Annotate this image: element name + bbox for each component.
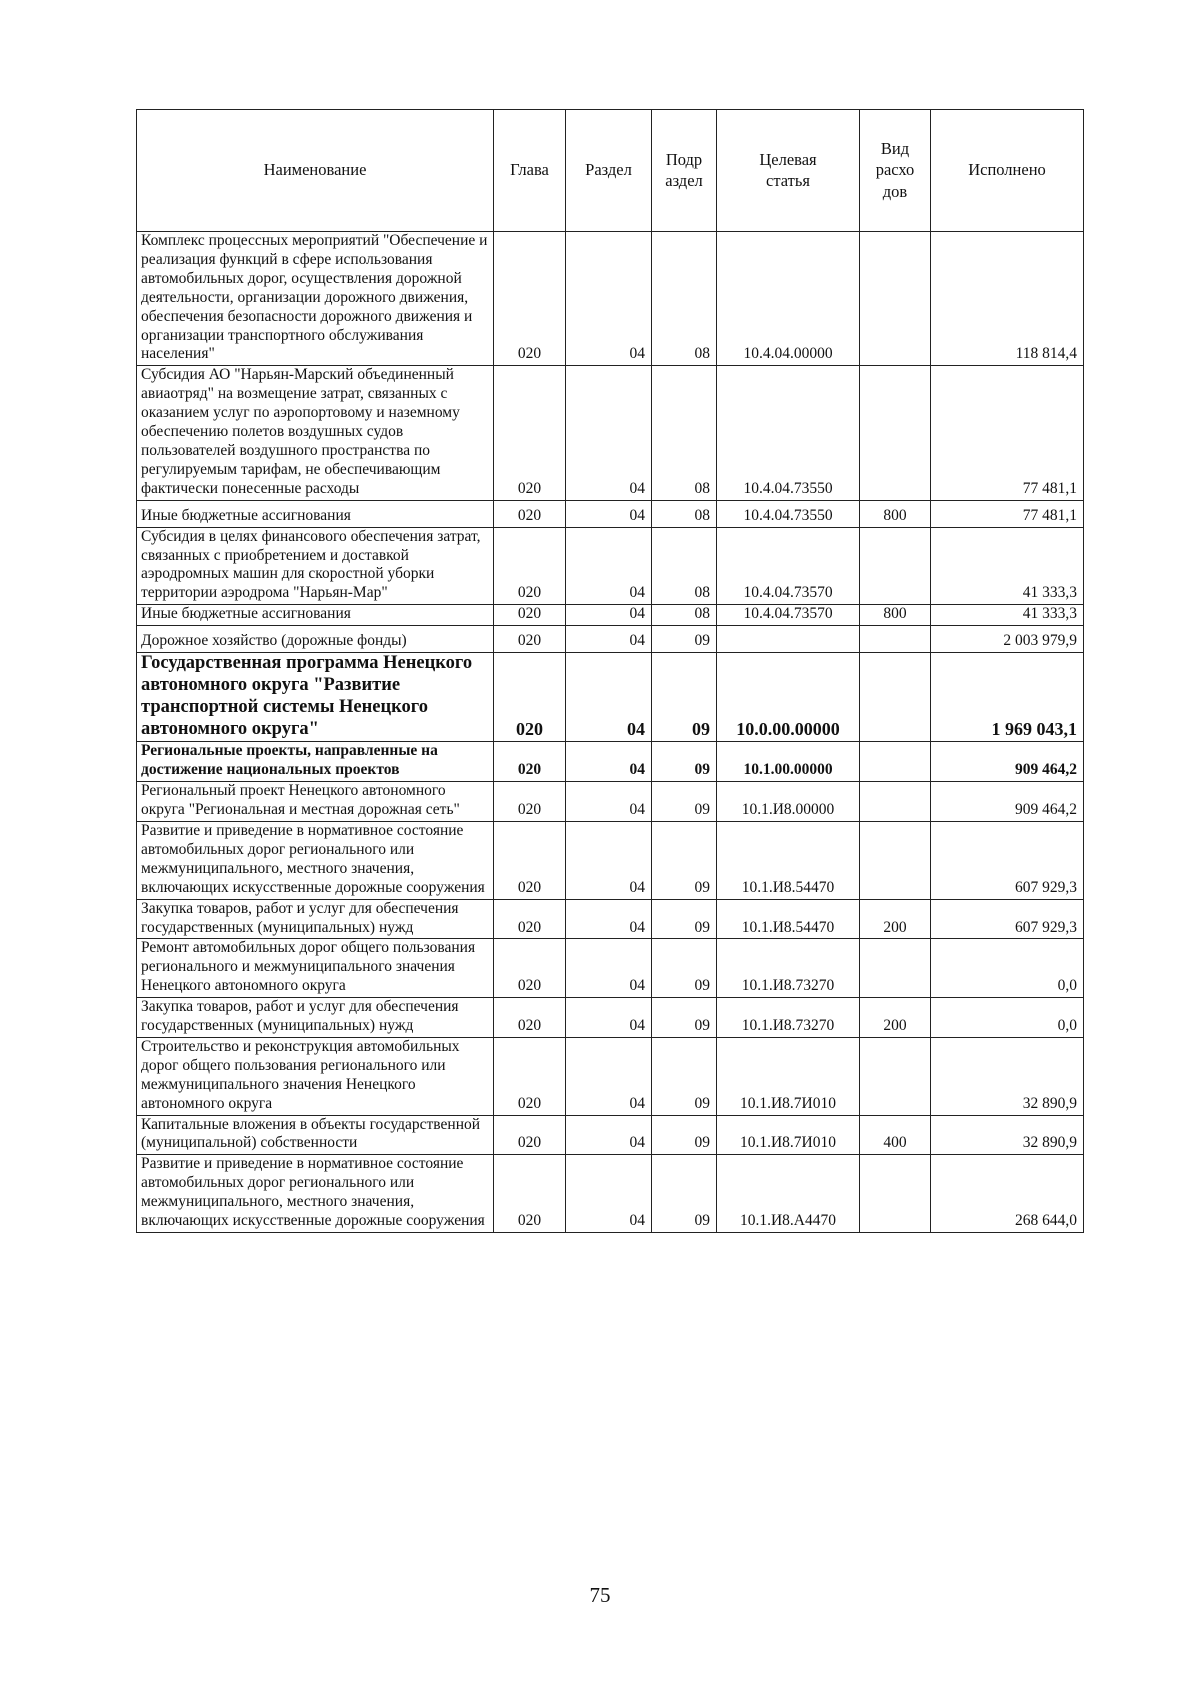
budget-table — [136, 109, 1084, 1233]
row-amount: 1 969 043,1 — [931, 653, 1084, 742]
row-article: 10.4.04.73550 — [717, 500, 860, 527]
row-article: 10.0.00.00000 — [717, 653, 860, 742]
row-article: 10.1.И8.7И010 — [717, 1037, 860, 1115]
row-vid — [860, 653, 931, 742]
row-amount: 0,0 — [931, 939, 1084, 998]
row-podrazdel: 08 — [652, 527, 717, 605]
header-article-line2: статья — [766, 171, 810, 190]
row-razdel: 04 — [566, 939, 652, 998]
table-row — [137, 821, 1084, 899]
row-razdel: 04 — [566, 998, 652, 1038]
row-vid — [860, 626, 931, 653]
header-vid-line3: дов — [882, 181, 908, 201]
row-razdel: 04 — [566, 500, 652, 527]
header-name: Наименование — [137, 110, 494, 232]
row-amount: 909 464,2 — [931, 782, 1084, 822]
row-glava: 020 — [494, 1037, 566, 1115]
table-row — [137, 939, 1084, 998]
row-amount: 77 481,1 — [931, 366, 1084, 500]
row-vid: 200 — [860, 998, 931, 1038]
row-podrazdel: 09 — [652, 742, 717, 782]
row-podrazdel: 09 — [652, 1037, 717, 1115]
header-vid-line2: расхо — [875, 160, 915, 180]
row-vid: 800 — [860, 605, 931, 626]
row-vid — [860, 1037, 931, 1115]
row-name: Капитальные вложения в объекты государственной (муниципальной) собственности — [137, 1115, 494, 1155]
row-glava: 020 — [494, 232, 566, 366]
page-number: 75 — [589, 1583, 611, 1607]
row-razdel: 04 — [566, 821, 652, 899]
row-vid — [860, 366, 931, 500]
row-article: 10.4.04.73550 — [717, 366, 860, 500]
table-row — [137, 366, 1084, 500]
row-podrazdel: 09 — [652, 1115, 717, 1155]
row-name: Субсидия АО "Нарьян-Марский объединенный авиаотряд" на возмещение затрат, связанных с оказанием услуг по аэропортовому и наземному обеспечению полетов воздушных судов пользователей воздушного пространства по регулируемым тарифам, не обеспечивающим фактически понесенные расходы — [137, 366, 494, 500]
row-glava: 020 — [494, 899, 566, 939]
row-vid — [860, 527, 931, 605]
row-glava: 020 — [494, 782, 566, 822]
row-glava: 020 — [494, 500, 566, 527]
row-amount: 118 814,4 — [931, 232, 1084, 366]
table-row — [137, 626, 1084, 653]
table-row — [137, 998, 1084, 1038]
row-article: 10.4.04.73570 — [717, 527, 860, 605]
table-row-program — [137, 653, 1084, 742]
row-podrazdel: 09 — [652, 626, 717, 653]
row-razdel: 04 — [566, 1037, 652, 1115]
row-glava: 020 — [494, 939, 566, 998]
row-name: Закупка товаров, работ и услуг для обеспечения государственных (муниципальных) нужд — [137, 998, 494, 1038]
table-row — [137, 1037, 1084, 1115]
row-name: Развитие и приведение в нормативное состояние автомобильных дорог регионального или межмуниципального, местного значения, включающих искусственные дорожные сооружения — [137, 821, 494, 899]
row-razdel: 04 — [566, 605, 652, 626]
row-article: 10.1.00.00000 — [717, 742, 860, 782]
row-article: 10.4.04.73570 — [717, 605, 860, 626]
row-amount: 32 890,9 — [931, 1037, 1084, 1115]
header-glava: Глава — [494, 110, 566, 232]
table-row — [137, 605, 1084, 626]
table-row — [137, 527, 1084, 605]
row-podrazdel: 08 — [652, 366, 717, 500]
table-row-subtotal — [137, 742, 1084, 782]
row-name: Государственная программа Ненецкого автономного округа "Развитие транспортной системы Ненецкого автономного округа" — [137, 653, 494, 742]
row-article: 10.1.И8.54470 — [717, 899, 860, 939]
row-article — [717, 626, 860, 653]
row-article: 10.1.И8.73270 — [717, 998, 860, 1038]
row-vid — [860, 939, 931, 998]
table-row — [137, 232, 1084, 366]
table-row — [137, 899, 1084, 939]
row-razdel: 04 — [566, 742, 652, 782]
row-name: Иные бюджетные ассигнования — [137, 500, 494, 527]
row-razdel: 04 — [566, 782, 652, 822]
row-razdel: 04 — [566, 653, 652, 742]
row-podrazdel: 09 — [652, 653, 717, 742]
row-name: Региональные проекты, направленные на достижение национальных проектов — [137, 742, 494, 782]
header-target-article — [717, 110, 860, 232]
row-vid — [860, 1155, 931, 1233]
row-glava: 020 — [494, 1155, 566, 1233]
row-glava: 020 — [494, 366, 566, 500]
row-name: Комплекс процессных мероприятий "Обеспечение и реализация функций в сфере использования автомобильных дорог, осуществления дорожной деятельности, организации дорожного движения, обеспечения безопасности дорожного движения и организации транспортного обслуживания населения" — [137, 232, 494, 366]
row-name: Иные бюджетные ассигнования — [137, 605, 494, 626]
table-row — [137, 782, 1084, 822]
header-expense-type — [860, 110, 931, 232]
row-podrazdel: 09 — [652, 899, 717, 939]
row-vid — [860, 742, 931, 782]
row-name: Развитие и приведение в нормативное состояние автомобильных дорог регионального или межмуниципального, местного значения, включающих искусственные дорожные сооружения — [137, 1155, 494, 1233]
header-podrazdel-line2: аздел — [665, 171, 703, 190]
row-name: Закупка товаров, работ и услуг для обеспечения государственных (муниципальных) нужд — [137, 899, 494, 939]
row-glava: 020 — [494, 821, 566, 899]
row-vid — [860, 232, 931, 366]
header-podrazdel — [652, 110, 717, 232]
table-row — [137, 500, 1084, 527]
row-article: 10.4.04.00000 — [717, 232, 860, 366]
row-amount: 32 890,9 — [931, 1115, 1084, 1155]
row-vid: 400 — [860, 1115, 931, 1155]
row-glava: 020 — [494, 653, 566, 742]
row-razdel: 04 — [566, 1115, 652, 1155]
row-vid: 200 — [860, 899, 931, 939]
row-article: 10.1.И8.А4470 — [717, 1155, 860, 1233]
row-podrazdel: 09 — [652, 939, 717, 998]
row-vid — [860, 821, 931, 899]
row-glava: 020 — [494, 742, 566, 782]
row-amount: 77 481,1 — [931, 500, 1084, 527]
row-razdel: 04 — [566, 366, 652, 500]
header-podrazdel-line1: Подр — [665, 149, 703, 169]
row-name: Региональный проект Ненецкого автономного округа "Региональная и местная дорожная сеть" — [137, 782, 494, 822]
row-podrazdel: 09 — [652, 821, 717, 899]
row-article: 10.1.И8.73270 — [717, 939, 860, 998]
row-razdel: 04 — [566, 1155, 652, 1233]
row-razdel: 04 — [566, 232, 652, 366]
row-name: Дорожное хозяйство (дорожные фонды) — [137, 626, 494, 653]
row-amount: 268 644,0 — [931, 1155, 1084, 1233]
row-razdel: 04 — [566, 899, 652, 939]
row-name: Субсидия в целях финансового обеспечения затрат, связанных с приобретением и доставкой аэродромных машин для скоростной уборки территории аэродрома "Нарьян-Мар" — [137, 527, 494, 605]
row-podrazdel: 09 — [652, 1155, 717, 1233]
row-article: 10.1.И8.54470 — [717, 821, 860, 899]
row-podrazdel: 08 — [652, 500, 717, 527]
row-amount: 0,0 — [931, 998, 1084, 1038]
row-podrazdel: 09 — [652, 998, 717, 1038]
header-vid-line1: Вид — [880, 138, 910, 158]
row-amount: 607 929,3 — [931, 821, 1084, 899]
row-name: Ремонт автомобильных дорог общего пользования регионального и межмуниципального значения Ненецкого автономного округа — [137, 939, 494, 998]
row-article: 10.1.И8.00000 — [717, 782, 860, 822]
row-glava: 020 — [494, 998, 566, 1038]
row-amount: 41 333,3 — [931, 605, 1084, 626]
table-header-row — [137, 110, 1084, 232]
row-glava: 020 — [494, 626, 566, 653]
row-amount: 2 003 979,9 — [931, 626, 1084, 653]
row-glava: 020 — [494, 605, 566, 626]
row-amount: 607 929,3 — [931, 899, 1084, 939]
row-razdel: 04 — [566, 626, 652, 653]
table-row — [137, 1155, 1084, 1233]
row-article: 10.1.И8.7И010 — [717, 1115, 860, 1155]
row-glava: 020 — [494, 527, 566, 605]
row-podrazdel: 08 — [652, 232, 717, 366]
header-executed: Исполнено — [931, 110, 1084, 232]
row-podrazdel: 08 — [652, 605, 717, 626]
header-razdel: Раздел — [566, 110, 652, 232]
row-razdel: 04 — [566, 527, 652, 605]
row-amount: 909 464,2 — [931, 742, 1084, 782]
row-podrazdel: 09 — [652, 782, 717, 822]
row-glava: 020 — [494, 1115, 566, 1155]
header-article-line1: Целевая — [759, 149, 817, 169]
table-row — [137, 1115, 1084, 1155]
row-name: Строительство и реконструкция автомобильных дорог общего пользования регионального или межмуниципального значения Ненецкого автономного округа — [137, 1037, 494, 1115]
row-vid: 800 — [860, 500, 931, 527]
row-amount: 41 333,3 — [931, 527, 1084, 605]
row-vid — [860, 782, 931, 822]
